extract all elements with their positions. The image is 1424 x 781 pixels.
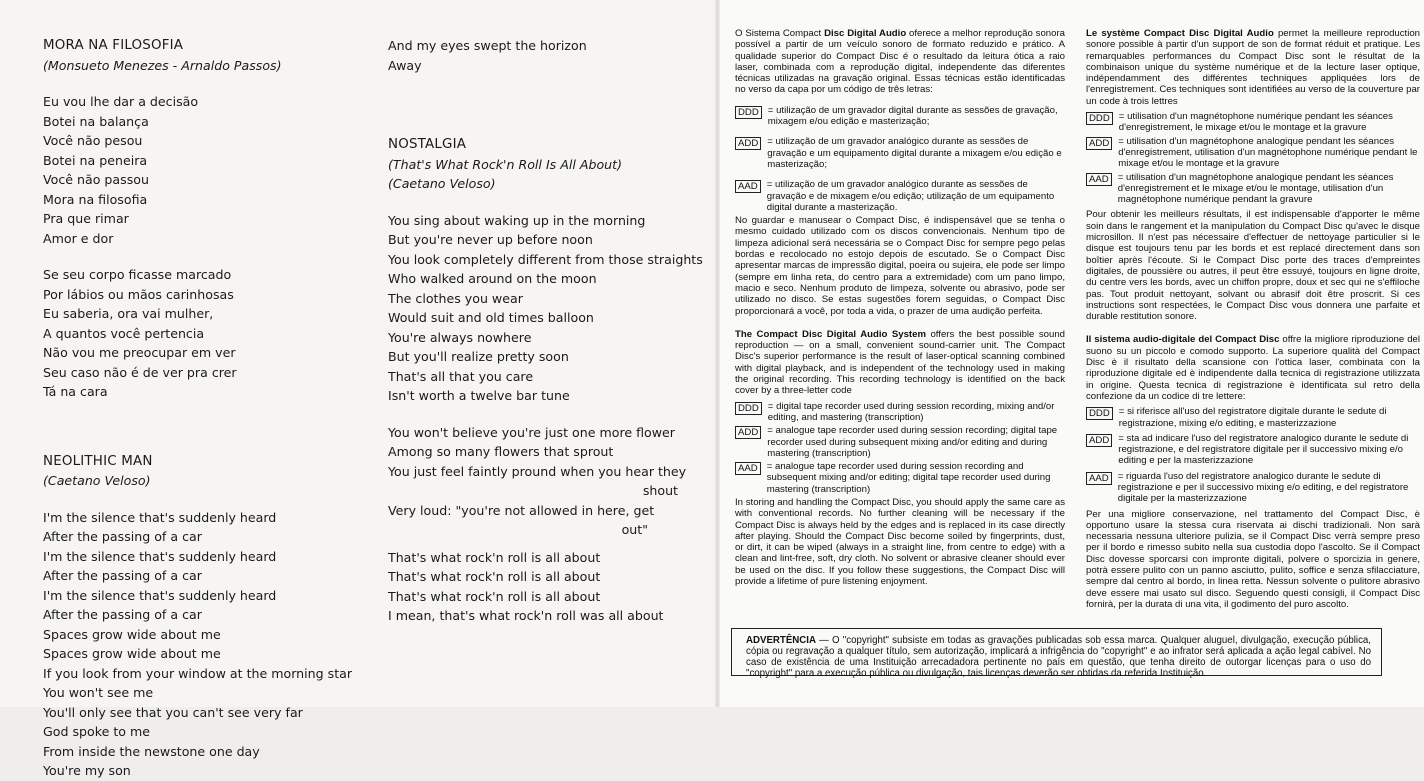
warning-body: — O "copyright" subsiste em todas as gravações publicadas sob essa marca. Qualquer aluguel, divulgação, execução pública, cópia ou regravação a qualquer título, sem autorização, implicará a infrigência do "copyright" e ao infrator será aplicada a ação legal cabível. No caso de existência de uma Instituição arrecadadora pertinente no país em questão, que tenha direito de outorgar licenças para o uso do "copyright" para a execução pública ou divulgação, tais licenças deverão ser obtidas da referida Instituição. (746, 635, 1371, 679)
song-title: NEOLITHIC MAN (43, 453, 153, 469)
code-description: = analogue tape recorder used during session recording; digital tape recorder used during subsequent mixing and/or editing and during mastering (transcription) (767, 425, 1058, 459)
code-box: AAD (1086, 472, 1112, 485)
code-box: DDD (735, 106, 762, 119)
lyric-line-wrap: shout (642, 483, 678, 498)
care-paragraph: Pour obtenir les meilleurs résultats, il est indispensable d'apporter le même soin dans le rangement et la manipulation du Compact Disc qu'avec le disque microsillon. Il n'est pas nécessaire d'effectuer de nettoyage particulier si le disque est toujours tenu par les bords et est replacé directement dans son boîtier après l'écoute. Si le Compact Disc porte des traces d'empreintes digitales, de poussière ou autres, il peut être essuyé, toujours en ligne droite, du centre vers les bords, avec un chiffon propre, doux et sec qui ne s'effiloche pas. Tout produit nettoyant, solvant ou abrasif doit être proscrit. Si ces instructions sont respectées, le Compact Disc vous donnera une parfaite et durable restitution sonore. (1086, 209, 1420, 323)
lyric-line: After the passing of a car (43, 607, 202, 622)
lyric-line: Não vou me preocupar em ver (43, 345, 236, 360)
code-description: = utilisation d'un magnétophone analogique pendant les séances d'enregistrement et le mixage et/ou le montage, utilisation d'un magnétophone numérique pendant la gravure (1117, 171, 1394, 206)
lyric-line: After the passing of a car (43, 529, 202, 544)
lyric-line: That's what rock'n roll is all about (388, 588, 601, 604)
warning-label: ADVERTÊNCIA (746, 635, 816, 646)
stanza (388, 548, 688, 626)
lyric-line: Se seu corpo ficasse marcado (43, 267, 232, 282)
code-description: = si riferisce all'uso del registratore digitale durante le sedute di registrazione, mixing e/o editing, e masterizzazione (1118, 406, 1387, 429)
lyric-line: That's what rock'n roll is all about (388, 549, 601, 565)
song-title: MORA NA FILOSOFIA (43, 38, 184, 53)
intro-text: O Sistema Compact (735, 28, 825, 39)
lyric-line: I mean, that's what rock'n roll was all about (388, 608, 664, 623)
lyric-line: But you'll realize pretty soon (388, 349, 569, 364)
code-description: = utilisation d'un magnétophone analogique pendant les séances d'enregistrement, utilisation d'un magnétophone numérique pendant le mixage et/ou le montage et la gravure (1118, 135, 1418, 170)
lyric-line: Pra que rimar (43, 211, 129, 226)
code-box: ADD (735, 426, 761, 439)
code-box: AAD (735, 462, 761, 475)
lyric-line: From inside the newstone one day (43, 743, 260, 759)
care-paragraph: In storing and handling the Compact Disc, you should apply the same care as with conventional records. No further cleaning will be necessary if the Compact Disc is always held by the edges and is replaced in its case directly after playing. Should the Compact Disc become soiled by fingerprints, dust, or dirt, it can be wiped (always in a straight line, from centre to edge) with a clean and lint-free, soft, dry cloth. No solvent or abrasive cleaner should ever be used on the disc. If you follow these suggestions, the Compact Disc will provide a lifetime of pure listening enjoyment. (735, 496, 1065, 588)
code-box: ADD (1086, 434, 1112, 447)
intro-bold: Il sistema audio-digitale del Compact Disc (1086, 334, 1280, 346)
warning-text (746, 635, 1371, 679)
code-row (1086, 471, 1420, 505)
lyric-line: The clothes you wear (388, 290, 523, 306)
lyric-line: And my eyes swept the horizon (388, 38, 587, 53)
code-box: ADD (735, 137, 761, 150)
lyric-line: Would suit and old times balloon (388, 310, 594, 325)
code-description: = utilização de um gravador analógico durante as sessões de gravação e um equipamento digital durante a mixagem e/ou edição e masterização; (767, 136, 1062, 170)
lyric-line: That's all that you care (388, 368, 534, 384)
code-description: = utilização de um gravador analógico durante as sessões de gravação e de mixagem e/ou edição; utilização de um equipamento digital durante a masterização. (766, 179, 1055, 213)
song-credit: (Monsueto Menezes - Arnaldo Passos) (43, 57, 282, 73)
intro-text: offers the best possible sound reproduction — on a small, convenient sound-carrier unit. The Compact Disc's superior performance is the result of laser-optical scanning combined with digital playback, and is independent of the technology used in making the original recording. This recording technology is identified on the back cover by a three-letter code (735, 328, 1065, 397)
intro-text: permet la meilleure reproduction sonore possible à partir d'un support de son de format réduit et pratique. Les remarquables performances du Compact Disc sont le résultat de la combinaison unique du système numérique et de la lecture laser optique, indépendamment des différentes techniques appliquées lors de l'enregistrement. Ces techniques sont identifiées au verso de la couverture par un code à trois lettres (1086, 28, 1421, 107)
lyric-line: Eu saberia, ora vai mulher, (43, 306, 214, 321)
lyric-line-wrap: out" (621, 522, 648, 537)
code-row (735, 425, 1065, 459)
lyric-line: After the passing of a car (43, 568, 202, 583)
intro-paragraph (1086, 334, 1420, 402)
care-paragraph: No guardar e manusear o Compact Disc, é indispensável que se tenha o mesmo cuidado utilizado com os discos convencionais. Nenhum tipo de limpeza adicional será necessária se o Compact Disc for sempre pego pelas bordas e recolocado no estojo depois de escutado. Se o Compact Disc apresentar marcas de impressão digital, poeira ou sujeira, ele pode ser limpo (sempre em linha reta, do centro para a extremidade) com um pano limpo, macio e seco. Nenhum produto de limpeza, solvente ou abrasivo, pode ser utilizado no disco. Se estas sugestões forem seguidas, o Compact Disc proporcionará a você, por toda a vida, o prazer de uma audição perfeita. (735, 215, 1065, 317)
lyric-line: Você não passou (43, 172, 149, 187)
lyric-line: Amor e dor (43, 230, 114, 246)
intro-text: offre la migliore riproduzione del suono su un piccolo e comodo supporto. La superiore qualità del Compact Disc è il risultato della scansione con l'ottica laser, combinata con la riproduzione digitale ed è indipendente dalla tecnica di registrazione utilizzata in origine. Questa tecnica di registrazione è identificata sul retro della confezione da un codice di tre lettere: (1086, 334, 1420, 402)
stanza (43, 508, 363, 781)
code-row (735, 461, 1065, 495)
intro-bold: The Compact Disc Digital Audio System (735, 328, 926, 340)
code-row (1086, 172, 1420, 206)
code-box: AAD (735, 180, 761, 193)
intro-text: oferece a melhor reprodução sonora possível a partir de um veículo sonoro de formato reduzido e prático. A qualidade superior do Compact Disc é o resultado da leitura ótica a raio laser, combinada com a reprodução digital, independente das diferentes técnicas utilizadas na gravação original. Essas técnicas estão identificadas no verso da capa por um código de três letras: (735, 28, 1065, 96)
lyric-line: Who walked around on the moon (388, 271, 597, 286)
lyric-line: You'll only see that you can't see very far (43, 704, 303, 720)
code-box: DDD (1086, 112, 1113, 125)
code-row (1086, 406, 1420, 429)
lyric-line: Isn't worth a twelve bar tune (388, 388, 570, 403)
intro-paragraph (735, 329, 1065, 397)
lyric-line: God spoke to me (43, 724, 150, 739)
lyric-line: You won't believe you're just one more flower (388, 424, 675, 440)
copyright-warning-box (731, 628, 1382, 679)
lyric-line: You're always nowhere (388, 329, 532, 345)
lyric-line: That's what rock'n roll is all about (388, 569, 601, 584)
intro-paragraph (1086, 28, 1420, 107)
lyric-line: Among so many flowers that sprout (388, 444, 614, 459)
lyric-line: I'm the silence that's suddenly heard (43, 548, 277, 564)
code-row (735, 179, 1065, 213)
lyric-line: You look completely different from those straights (388, 251, 703, 267)
lyric-line: Spaces grow wide about me (43, 626, 221, 642)
care-paragraph: Per una migliore conservazione, nel trattamento del Compact Disc, è opportuno usare la stessa cura riservata ai dischi tradizionali. Non sarà necessaria nessuna ulteriore pulizia, se il Compact Disc verrà sempre preso per il bordo e rimesso subito nella sua custodia dopo l'ascolto. Se il Compact Disc dovesse sporcarsi con impronte digitali, polvere o sporcizia in genere, potrà essere pulito con un panno asciutto, pulito, soffice e senza sfilacciature, sempre dal centro al bordo, in linea retta. Nessun solvente o pulitore abrasivo deve essere mai usato sul disco. Seguendo questi consigli, il Compact Disc fornirà, per la durata di una vita, il godimento del puro ascolto. (1086, 508, 1420, 610)
code-box: ADD (1086, 137, 1112, 150)
code-row (1086, 433, 1420, 467)
notes-column-fr-it (1086, 28, 1420, 610)
lyric-line: Very loud: "you're not allowed in here, get (388, 502, 655, 518)
song-credit: (That's What Rock'n Roll Is All About) (388, 156, 622, 172)
stanza (388, 211, 703, 406)
lyric-line: Por lábios ou mãos carinhosas (43, 286, 234, 302)
lyric-line: But you're never up before noon (388, 232, 593, 247)
code-description: = utilisation d'un magnétophone numérique pendant les séances d'enregistrement, le mixage et/ou le montage et la gravure (1118, 111, 1393, 134)
code-row (735, 136, 1065, 170)
intro-bold: Le système Compact Disc Digital Audio (1086, 28, 1274, 39)
lyric-line: Eu vou lhe dar a decisão (43, 94, 199, 109)
code-row (1086, 136, 1420, 170)
lyric-line: Botei na peneira (43, 152, 148, 168)
song-credit: (Caetano Veloso) (388, 176, 496, 191)
lyric-line: Seu caso não é de ver pra crer (43, 364, 237, 380)
lyric-line: Tá na cara (43, 384, 108, 399)
lyric-line: You won't see me (43, 685, 154, 700)
code-row (1086, 111, 1420, 134)
lyric-line: If you look from your window at the morning star (43, 665, 353, 681)
code-box: AAD (1086, 173, 1112, 186)
code-description: = digital tape recorder used during session recording, mixing and/or editing, and mastering (transcription) (767, 400, 1055, 423)
lyric-line: You sing about waking up in the morning (388, 212, 646, 228)
stanza (43, 265, 363, 402)
code-box: DDD (735, 402, 762, 415)
lyric-line: Spaces grow wide about me (43, 646, 221, 661)
code-row (735, 105, 1065, 128)
lyric-line: Você não pesou (43, 133, 143, 148)
intro-bold: Disc Digital Audio (824, 28, 907, 39)
intro-paragraph (735, 28, 1065, 96)
lyric-line: A quantos você pertencia (43, 325, 205, 341)
lyrics-column-left (43, 36, 363, 781)
code-description: = sta ad indicare l'uso del registratore analogico durante le sedute di registrazione, e del registratore digitale per il successivo mixing e/o editing e per la masterizzazione (1118, 432, 1409, 467)
lyric-line: I'm the silence that's suddenly heard (43, 509, 277, 525)
stanza (43, 92, 363, 248)
code-box: DDD (1086, 407, 1113, 420)
lyric-line: Away (388, 57, 422, 73)
lyrics-column-right (388, 36, 703, 626)
notes-column-pt (735, 28, 1065, 587)
stanza (388, 423, 688, 540)
code-description: = riguarda l'uso del registratore analogico durante le sedute di registrazione e per il successivo mixing e/o editing, e del registratore digitale per la masterizzazione (1117, 470, 1409, 505)
lyric-line: Mora na filosofia (43, 191, 148, 207)
lyric-line: I'm the silence that's suddenly heard (43, 587, 277, 603)
song-credit: (Caetano Veloso) (43, 473, 151, 488)
code-description: = utilização de um gravador digital durante as sessões de gravação, mixagem e/ou edição e masterização; (767, 104, 1058, 128)
lyric-line: You're my son (43, 763, 131, 778)
song-title: NOSTALGIA (388, 137, 467, 152)
code-description: = analogue tape recorder used during session recording and subsequent mixing and/or editing; digital tape recorder used during mastering (transcription) (766, 461, 1051, 495)
lyric-line: Botei na balança (43, 113, 149, 129)
lyric-line: You just feel faintly pround when you hear they (388, 463, 687, 479)
code-row (735, 401, 1065, 424)
